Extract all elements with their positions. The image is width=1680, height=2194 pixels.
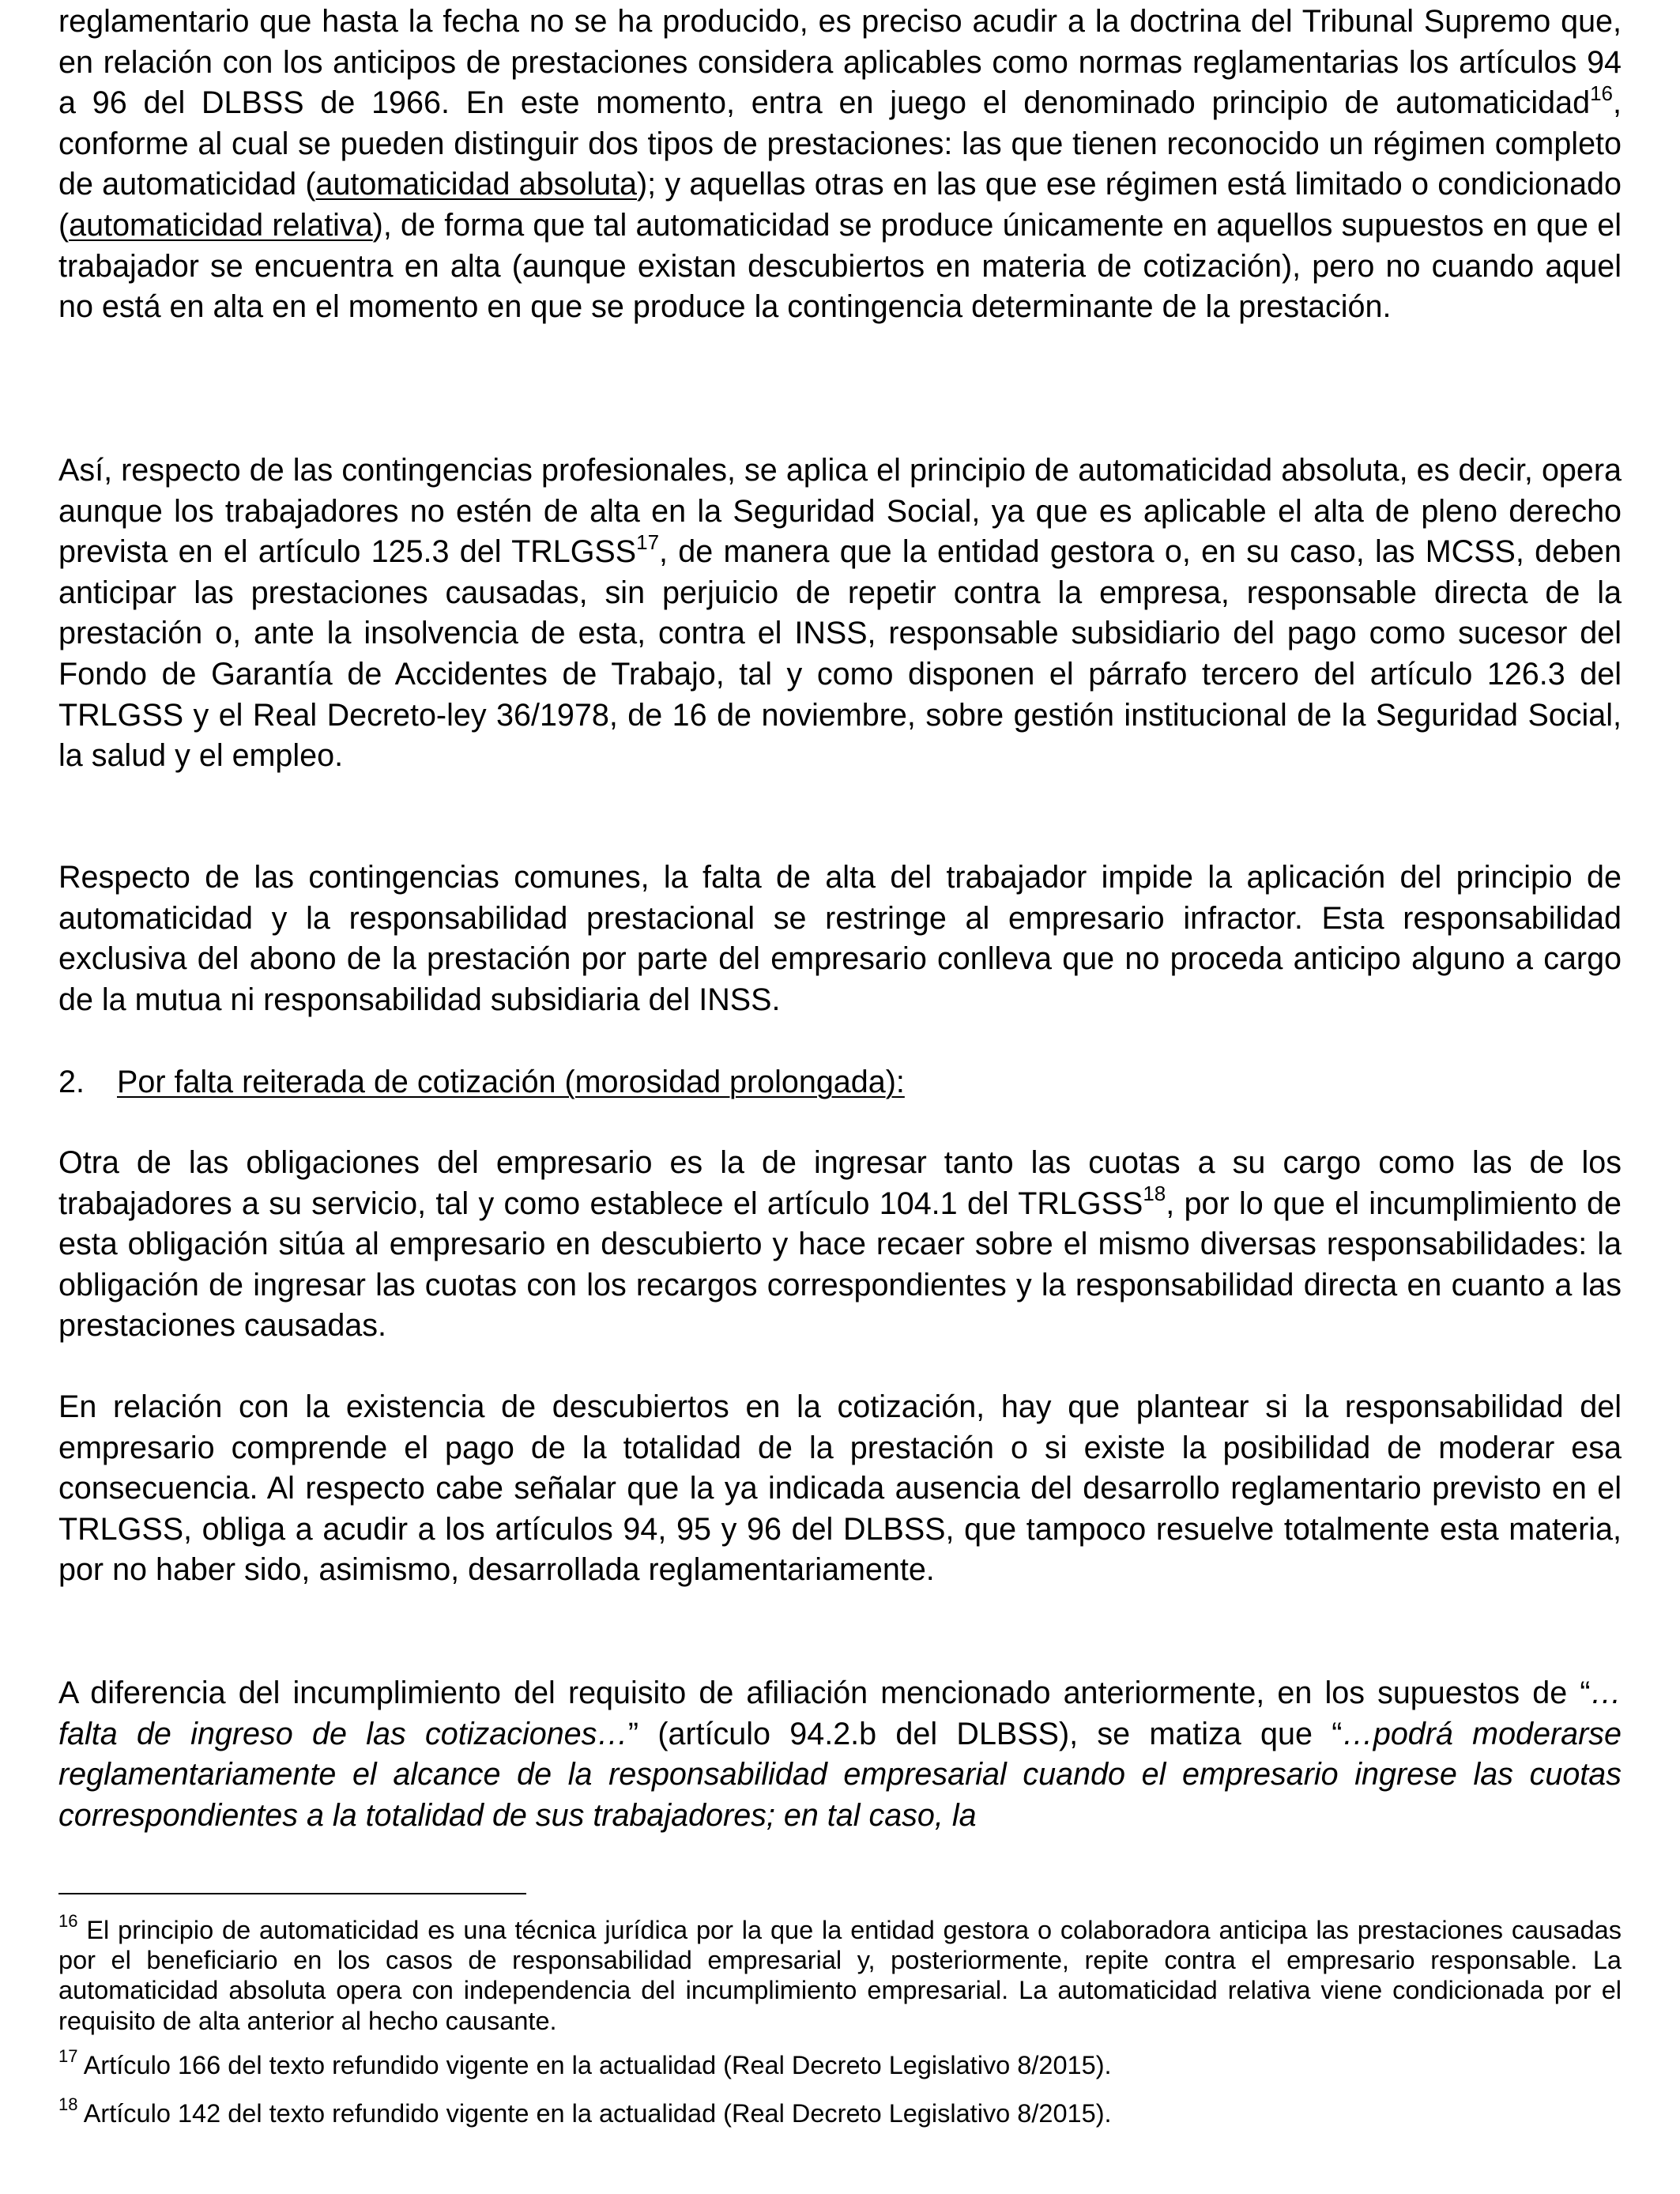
- footnote-text: El principio de automaticidad es una técnica jurídica por la que la entidad gestora o colaboradora anticipa las prestaciones causadas por el beneficiario en los casos de responsabilidad empresarial y, posteriormente, repite contra el empresario responsable. La automaticidad absoluta opera con independencia del incumplimiento empresarial. La automaticidad relativa viene condicionada por el requisito de alta anterior al hecho causante.: [58, 1916, 1622, 2035]
- paragraph-text: ), de forma que tal automaticidad se produce únicamente en aquellos supuestos en que el trabajador se encuentra en alta (aunque existan descubiertos en materia de cotización), pero no cuando aquel no está en alta en el momento en que se produce la contingencia determinante de la prestación.: [58, 207, 1622, 325]
- footnote-ref-18[interactable]: 18: [1143, 1182, 1166, 1206]
- footnote-text: Artículo 142 del texto refundido vigente en la actualidad (Real Decreto Legislativo 8/2015).: [83, 2099, 1112, 2128]
- quoted-text: …podrá moderarse reglamentariamente el alcance de la responsabilidad empresarial cuando el empresario ingrese las cuotas correspondientes a la totalidad de sus trabajadores; en tal caso, la: [58, 1716, 1622, 1833]
- footnote-separator: [58, 1893, 526, 1894]
- paragraph-automaticidad: [58, 2, 1622, 328]
- footnote-18: [58, 2094, 1622, 2128]
- footnote-ref-17[interactable]: 17: [636, 530, 660, 555]
- heading-number: 2.: [58, 1065, 85, 1099]
- paragraph-text: Otra de las obligaciones del empresario es la de ingresar tanto las cuotas a su cargo como las de los trabajadores a su servicio, tal y como establece el artículo 104.1 del TRLGSS: [58, 1145, 1622, 1221]
- section-heading: [58, 1062, 1622, 1103]
- footnote-number: 16: [58, 1911, 78, 1932]
- paragraph-text: reglamentario que hasta la fecha no se ha producido, es preciso acudir a la doctrina del Tribunal Supremo que, en relación con los anticipos de prestaciones considera aplicables como normas reglamentarias los artículos 94 a 96 del DLBSS de 1966. En este momento, entra en juego el denominado principio de automaticidad: [58, 4, 1622, 121]
- paragraph-text: Así, respecto de las contingencias profesionales, se aplica el principio de automaticidad absoluta, es decir, opera aunque los trabajadores no estén de alta en la Seguridad Social, ya que es aplicable el alta de pleno derecho prevista en el artículo 125.3 del TRLGSS: [58, 453, 1622, 570]
- heading-title: Por falta reiterada de cotización (morosidad prolongada):: [117, 1065, 905, 1099]
- quoted-text: …falta de ingreso de las cotizaciones…: [58, 1676, 1622, 1751]
- paragraph-text: ” (artículo 94.2.b del DLBSS), se matiza que “: [627, 1716, 1343, 1751]
- footnote-17: [58, 2046, 1622, 2080]
- footnote-number: 17: [58, 2046, 78, 2067]
- paragraph-text: A diferencia del incumplimiento del requisito de afiliación mencionado anteriormente, en los supuestos de “: [58, 1676, 1591, 1710]
- paragraph-text: ); y aquellas otras en las que ese régimen está limitado o condicionado (: [58, 167, 1622, 243]
- paragraph-obligaciones-empresario: [58, 1143, 1622, 1347]
- document-page: [58, 0, 1622, 2194]
- footnote-text: Artículo 166 del texto refundido vigente en la actualidad (Real Decreto Legislativo 8/2015).: [83, 2051, 1112, 2079]
- paragraph-text: , conforme al cual se pueden distinguir dos tipos de prestaciones: las que tienen reconocido un régimen completo de automaticidad (: [58, 85, 1622, 202]
- paragraph-contingencias-comunes: Respecto de las contingencias comunes, la falta de alta del trabajador impide la aplicación del principio de automaticidad y la responsabilidad prestacional se restringe al empresario infractor. Esta responsabilidad exclusiva del abono de la prestación por parte del empresario conlleva que no proceda anticipo alguno a cargo de la mutua ni responsabilidad subsidiaria del INSS.: [58, 860, 1622, 1017]
- footnote-16: [58, 1911, 1622, 2036]
- paragraph-diferencia: [58, 1673, 1622, 1836]
- footnote-ref-16[interactable]: 16: [1590, 81, 1614, 106]
- footnote-number: 18: [58, 2094, 78, 2115]
- paragraph-text: , por lo que el incumplimiento de esta obligación sitúa al empresario en descubierto y hace recaer sobre el mismo diversas responsabilidades: la obligación de ingresar las cuotas con los recargos correspondientes y la responsabilidad directa en cuanto a las prestaciones causadas.: [58, 1186, 1622, 1344]
- paragraph-text: , de manera que la entidad gestora o, en su caso, las MCSS, deben anticipar las prestaciones causadas, sin perjuicio de repetir contra la empresa, responsable directa de la prestación o, ante la insolvencia de esta, contra el INSS, responsable subsidiario del pago como sucesor del Fondo de Garantía de Accidentes de Trabajo, tal y como disponen el párrafo tercero del artículo 126.3 del TRLGSS y el Real Decreto-ley 36/1978, de 16 de noviembre, sobre gestión institucional de la Seguridad Social, la salud y el empleo.: [58, 534, 1622, 774]
- paragraph-descubiertos: En relación con la existencia de descubiertos en la cotización, hay que plantear si la responsabilidad del empresario comprende el pago de la totalidad de la prestación o si existe la posibilidad de moderar esa consecuencia. Al respecto cabe señalar que la ya indicada ausencia del desarrollo reglamentario previsto en el TRLGSS, obliga a acudir a los artículos 94, 95 y 96 del DLBSS, que tampoco resuelve totalmente esta materia, por no haber sido, asimismo, desarrollada reglamentariamente.: [58, 1389, 1622, 1588]
- underlined-term: automaticidad relativa: [69, 207, 373, 243]
- paragraph-contingencias-profesionales: [58, 450, 1622, 777]
- underlined-term: automaticidad absoluta: [315, 167, 638, 202]
